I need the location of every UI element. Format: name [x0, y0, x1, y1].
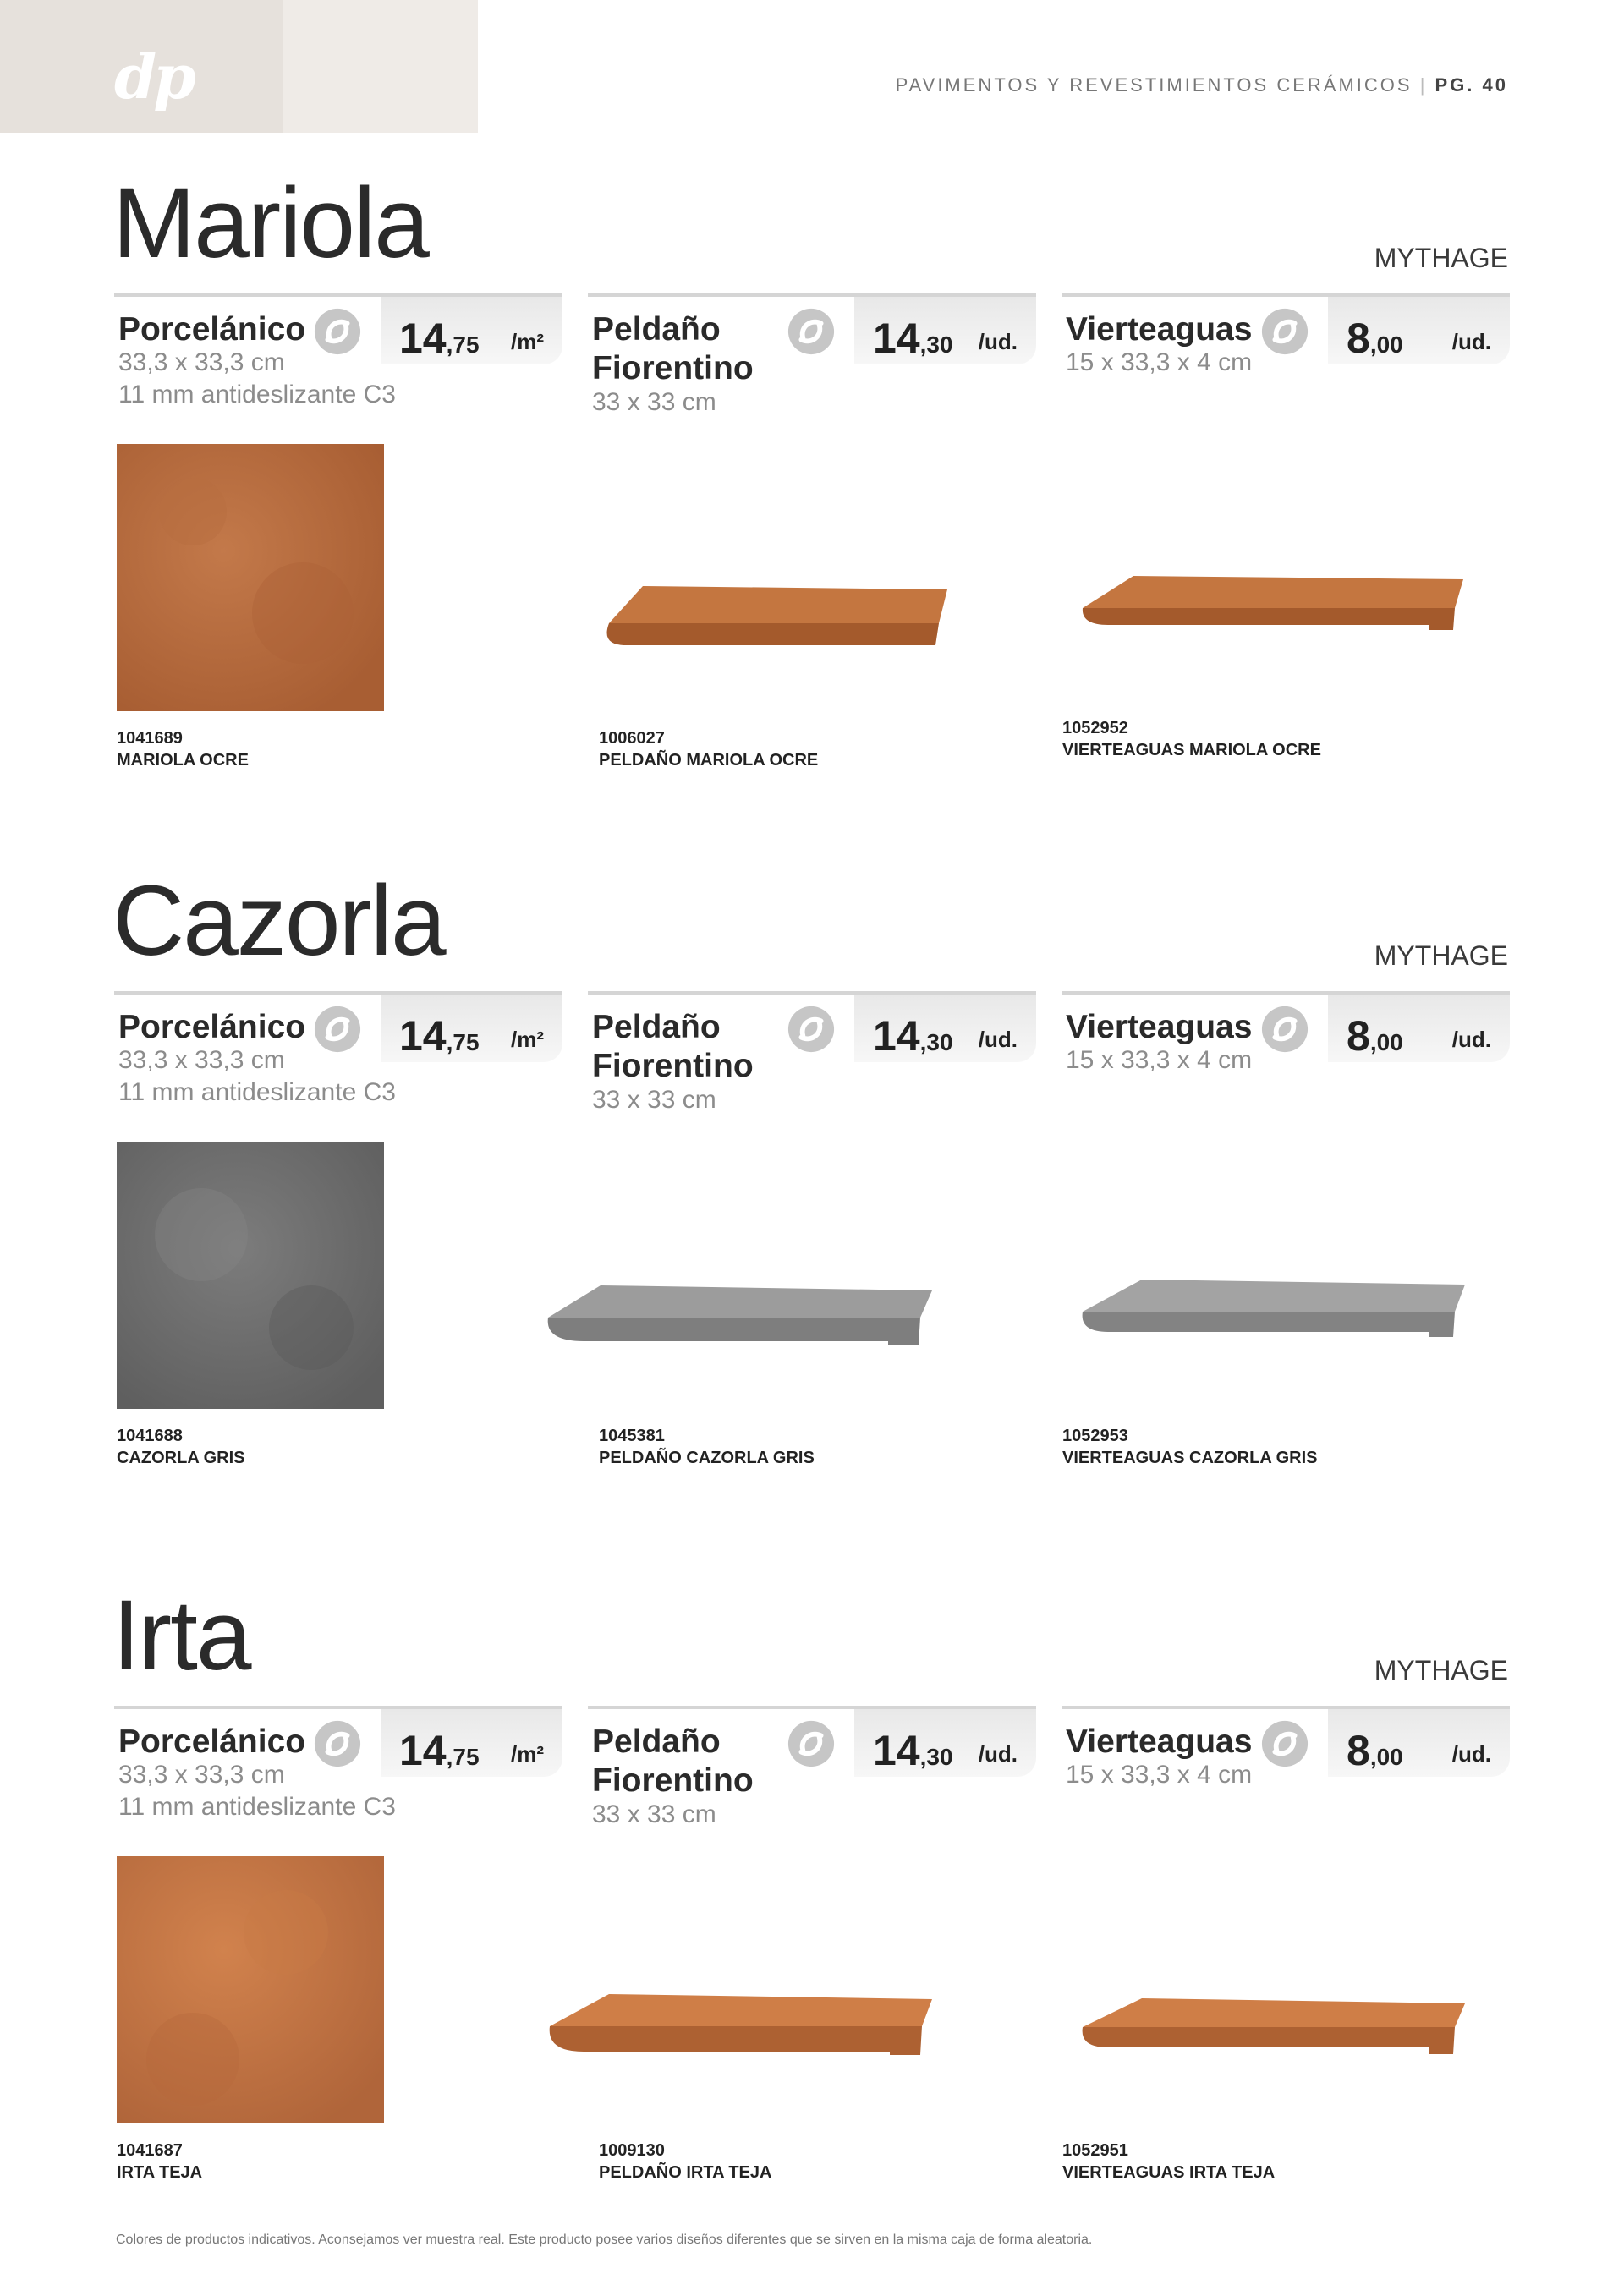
- product-caption: [599, 1425, 815, 1469]
- price-decimal: ,00: [1369, 1744, 1403, 1770]
- product-name: Porcelánico: [118, 1723, 306, 1760]
- product-caption: [599, 2140, 771, 2184]
- brand-logo: MYTHAGE: [1374, 940, 1508, 971]
- product-dimensions: 33 x 33 cm: [592, 1086, 716, 1114]
- price-integer: 8: [1347, 1727, 1370, 1774]
- price-unit: /ud.: [1451, 329, 1491, 354]
- product-label: PELDAÑO MARIOLA OCRE: [599, 751, 819, 770]
- step-tile-image: [541, 1269, 939, 1378]
- step-tile-image: [541, 1979, 939, 2089]
- price-tag: [381, 297, 562, 364]
- price-value: [873, 1011, 953, 1060]
- product-spec: 11 mm antideslizante C3: [118, 381, 396, 408]
- product-code: 1052952: [1062, 719, 1128, 737]
- section-label: PAVIMENTOS Y REVESTIMIENTOS CERÁMICOS: [895, 74, 1413, 96]
- product-label: IRTA TEJA: [117, 2163, 203, 2182]
- product-code: 1052953: [1062, 1427, 1128, 1445]
- brand-logo: MYTHAGE: [1374, 1655, 1508, 1685]
- product-caption: [117, 727, 249, 771]
- price-value: [873, 1726, 953, 1775]
- price-integer: 14: [399, 315, 447, 362]
- product-name-line2: Fiorentino: [592, 1048, 754, 1084]
- product-caption: [1062, 2140, 1275, 2184]
- price-unit: /ud.: [978, 329, 1018, 354]
- price-decimal: ,00: [1369, 332, 1403, 358]
- product-code: 1009130: [599, 2141, 665, 2160]
- product-name: Vierteaguas: [1066, 1723, 1253, 1760]
- product-code: 1052951: [1062, 2141, 1128, 2160]
- eco-icon: [313, 1719, 362, 1768]
- price-decimal: ,75: [446, 1744, 480, 1770]
- sill-tile-image: [1074, 561, 1472, 662]
- product-dimensions: 15 x 33,3 x 4 cm: [1066, 1046, 1253, 1074]
- product-name-line1: Peldaño: [592, 1009, 721, 1045]
- price-unit: /m²: [511, 329, 544, 354]
- price-decimal: ,30: [919, 1029, 953, 1055]
- price-tag: [854, 297, 1036, 364]
- tile-swatch-cazorla-gris: [117, 1142, 384, 1409]
- eco-icon: [313, 307, 362, 356]
- eco-icon: [313, 1005, 362, 1054]
- product-code: 1045381: [599, 1427, 665, 1445]
- product-spec: 11 mm antideslizante C3: [118, 1793, 396, 1821]
- product-caption: [117, 2140, 202, 2184]
- product-dimensions: 33 x 33 cm: [592, 388, 716, 416]
- product-dimensions: 33,3 x 33,3 cm: [118, 1046, 285, 1074]
- product-code: 1041689: [117, 729, 183, 748]
- price-tag: [1328, 297, 1510, 364]
- product-spec: 11 mm antideslizante C3: [118, 1078, 396, 1106]
- price-value: [1347, 1726, 1403, 1775]
- price-tag: [381, 995, 562, 1062]
- product-label: CAZORLA GRIS: [117, 1449, 245, 1467]
- price-value: [399, 1726, 480, 1775]
- page-number: PG. 40: [1435, 74, 1508, 96]
- price-integer: 14: [399, 1727, 447, 1774]
- product-caption: [599, 727, 818, 771]
- product-name: Vierteaguas: [1066, 1009, 1253, 1045]
- eco-icon: [1260, 1719, 1309, 1768]
- eco-icon: [787, 1005, 836, 1054]
- step-tile-image: [567, 571, 956, 672]
- product-code: 1041688: [117, 1427, 183, 1445]
- page-header: PAVIMENTOS Y REVESTIMIENTOS CERÁMICOS | PG. 40: [895, 74, 1508, 96]
- price-unit: /ud.: [978, 1027, 1018, 1052]
- product-label: MARIOLA OCRE: [117, 751, 249, 770]
- price-tag: [1328, 995, 1510, 1062]
- price-unit: /ud.: [1451, 1027, 1491, 1052]
- price-tag: [854, 995, 1036, 1062]
- price-value: [1347, 314, 1403, 363]
- product-dimensions: 15 x 33,3 x 4 cm: [1066, 1761, 1253, 1789]
- section-title: Mariola: [112, 167, 428, 279]
- logo-block-accent: [283, 0, 478, 133]
- price-unit: /m²: [511, 1027, 544, 1052]
- product-dimensions: 15 x 33,3 x 4 cm: [1066, 348, 1253, 376]
- product-caption: [1062, 1425, 1318, 1469]
- tile-swatch-irta-teja: [117, 1856, 384, 2123]
- price-decimal: ,00: [1369, 1029, 1403, 1055]
- product-code: 1006027: [599, 729, 665, 748]
- dp-logo: dp: [114, 41, 193, 112]
- sill-tile-image: [1074, 1983, 1472, 2093]
- price-tag: [854, 1709, 1036, 1777]
- product-label: PELDAÑO IRTA TEJA: [599, 2163, 772, 2182]
- product-label: VIERTEAGUAS IRTA TEJA: [1062, 2163, 1276, 2182]
- price-integer: 14: [873, 1012, 920, 1060]
- product-label: VIERTEAGUAS CAZORLA GRIS: [1062, 1449, 1318, 1467]
- eco-icon: [1260, 1005, 1309, 1054]
- section-title: Cazorla: [112, 865, 445, 977]
- product-label: PELDAÑO CAZORLA GRIS: [599, 1449, 815, 1467]
- price-unit: /ud.: [1451, 1741, 1491, 1767]
- price-decimal: ,75: [446, 332, 480, 358]
- footnote: Colores de productos indicativos. Aconsejamos ver muestra real. Este producto posee varios diseños diferentes que se sirven en la misma caja de forma aleatoria.: [116, 2233, 1093, 2247]
- price-integer: 8: [1347, 315, 1370, 362]
- tile-swatch-mariola-ocre: [117, 444, 384, 711]
- eco-icon: [1260, 307, 1309, 356]
- product-code: 1041687: [117, 2141, 183, 2160]
- product-name: Vierteaguas: [1066, 311, 1253, 348]
- price-decimal: ,30: [919, 332, 953, 358]
- price-tag: [381, 1709, 562, 1777]
- price-unit: /ud.: [978, 1741, 1018, 1767]
- eco-icon: [787, 1719, 836, 1768]
- product-dimensions: 33,3 x 33,3 cm: [118, 348, 285, 376]
- price-value: [399, 314, 480, 363]
- sill-tile-image: [1074, 1264, 1472, 1374]
- price-decimal: ,30: [919, 1744, 953, 1770]
- brand-logo: MYTHAGE: [1374, 243, 1508, 273]
- price-integer: 8: [1347, 1012, 1370, 1060]
- product-dimensions: 33,3 x 33,3 cm: [118, 1761, 285, 1789]
- product-caption: [117, 1425, 244, 1469]
- section-title: Irta: [112, 1580, 250, 1691]
- product-name: [592, 310, 754, 388]
- product-name-line2: Fiorentino: [592, 1762, 754, 1799]
- price-value: [873, 314, 953, 363]
- product-name-line1: Peldaño: [592, 1723, 721, 1760]
- eco-icon: [787, 307, 836, 356]
- price-integer: 14: [873, 315, 920, 362]
- product-caption: [1062, 717, 1321, 761]
- price-integer: 14: [399, 1012, 447, 1060]
- product-name-line1: Peldaño: [592, 311, 721, 348]
- product-name: Porcelánico: [118, 311, 306, 348]
- product-name: Porcelánico: [118, 1009, 306, 1045]
- product-name: [592, 1723, 754, 1800]
- price-value: [1347, 1011, 1403, 1060]
- price-decimal: ,75: [446, 1029, 480, 1055]
- product-label: VIERTEAGUAS MARIOLA OCRE: [1062, 741, 1321, 759]
- price-integer: 14: [873, 1727, 920, 1774]
- price-unit: /m²: [511, 1741, 544, 1767]
- product-dimensions: 33 x 33 cm: [592, 1800, 716, 1828]
- price-value: [399, 1011, 480, 1060]
- product-name: [592, 1008, 754, 1086]
- product-name-line2: Fiorentino: [592, 350, 754, 386]
- price-tag: [1328, 1709, 1510, 1777]
